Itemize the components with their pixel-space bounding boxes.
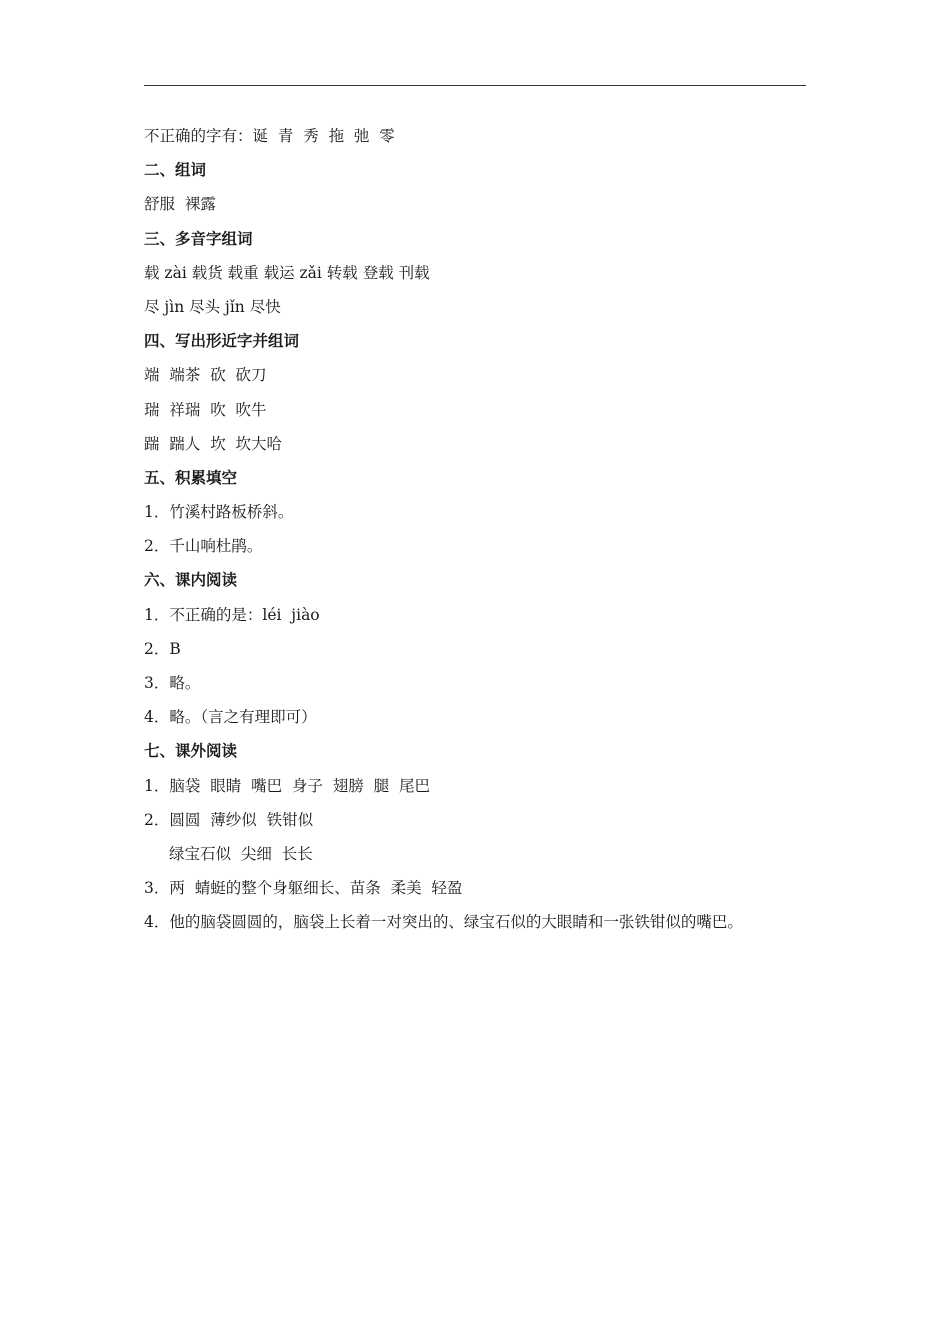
answer-line: 2．千山响杜鹃。 bbox=[144, 537, 263, 556]
section-heading: 五、积累填空 bbox=[144, 467, 238, 487]
answer-line: 4．略。（言之有理即可） bbox=[144, 708, 317, 727]
section-heading: 四、写出形近字并组词 bbox=[144, 331, 300, 351]
answer-line: 1．脑袋 眼睛 嘴巴 身子 翅膀 腿 尾巴 bbox=[144, 776, 430, 795]
answer-line: 载 zài 载货 载重 载运 zǎi 转载 登载 刊载 bbox=[144, 263, 430, 282]
answer-line: 瑞 祥瑞 吹 吹牛 bbox=[144, 400, 267, 419]
section-heading: 二、组词 bbox=[144, 160, 207, 180]
answer-line: 1．竹溪村路板桥斜。 bbox=[144, 503, 294, 522]
answer-line: 舒服 裸露 bbox=[144, 195, 216, 214]
answer-line: 尽 jìn 尽头 jǐn 尽快 bbox=[144, 297, 281, 316]
answer-content bbox=[144, 124, 806, 945]
answer-line: 2．B bbox=[144, 639, 181, 658]
answer-line: 端 端茶 砍 砍刀 bbox=[144, 366, 267, 385]
answer-line: 3．略。 bbox=[144, 674, 201, 692]
header-rule bbox=[144, 85, 806, 86]
answer-line: 2．圆圆 薄纱似 铁钳似 bbox=[144, 810, 314, 829]
section-heading: 三、多音字组词 bbox=[144, 228, 253, 248]
answer-line-continued: 绿宝石似 尖细 长长 bbox=[169, 844, 313, 863]
section-heading: 六、课内阅读 bbox=[144, 570, 238, 590]
answer-line: 3．两 蜻蜓的整个身躯细长、苗条 柔美 轻盈 bbox=[144, 879, 463, 898]
answer-line: 1．不正确的是：léi jiào bbox=[144, 605, 320, 624]
section-heading: 七、课外阅读 bbox=[144, 741, 238, 761]
answer-line: 4．他的脑袋圆圆的，脑袋上长着一对突出的、绿宝石似的大眼睛和一张铁钳似的嘴巴。 bbox=[144, 913, 743, 932]
answer-line: 踹 踹人 坎 坎大哈 bbox=[144, 434, 283, 453]
answer-line: 不正确的字有：诞 青 秀 拖 弛 零 bbox=[144, 127, 395, 145]
